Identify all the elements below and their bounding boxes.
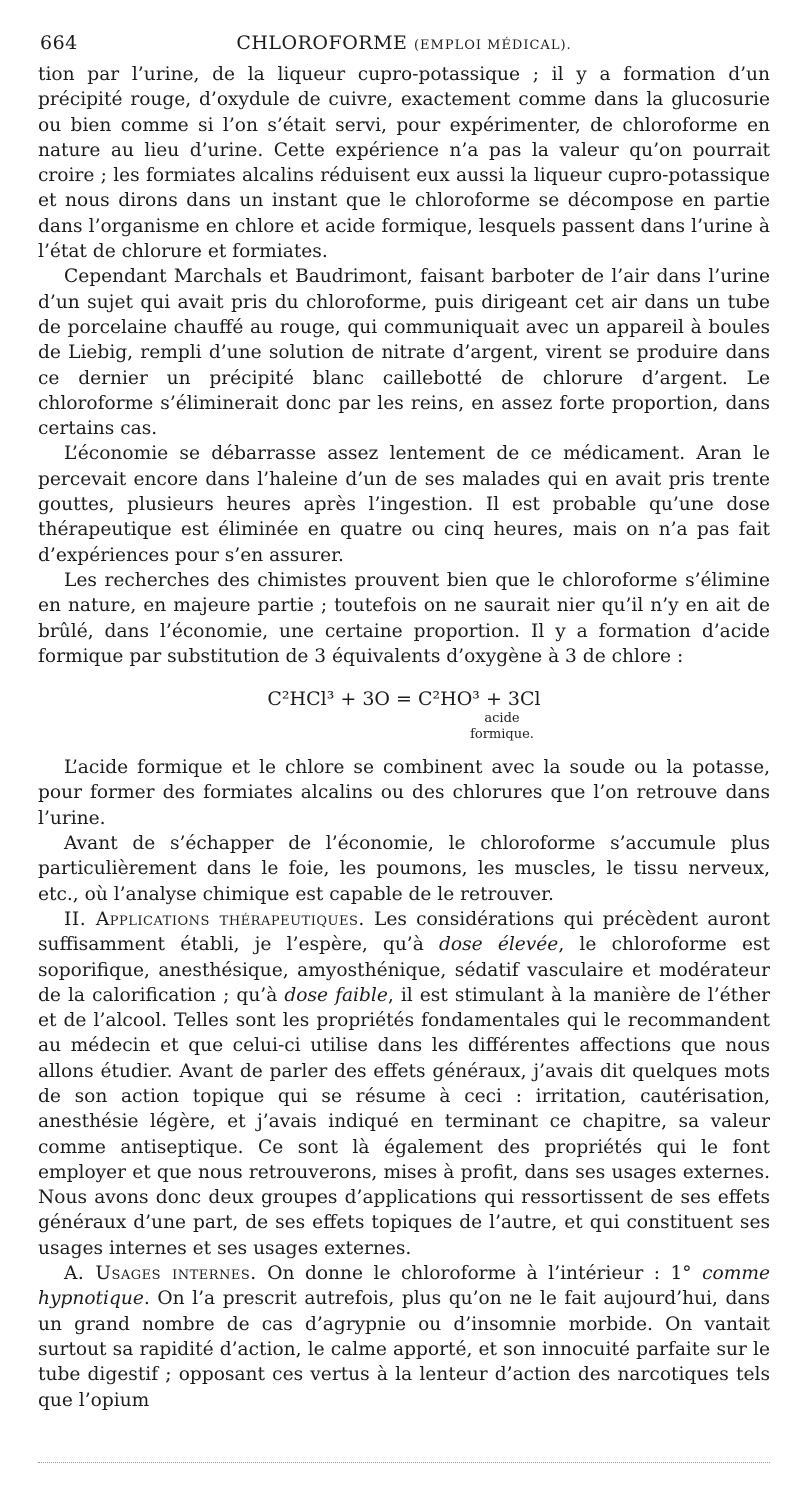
section-paragraph <box>38 907 770 1261</box>
subsection-heading: A. Usages internes. <box>64 1263 257 1285</box>
running-title-main: CHLOROFORME <box>236 32 408 54</box>
paragraph: Avant de s’échapper de l’économie, le chloroforme s’accumule plus particulièrement dans le foie, les poumons, les muscles, le tissu nerveux, etc., où l’analyse chimique est capable de le retrouver. <box>38 833 770 905</box>
emphasis: comme hypnotique <box>38 1263 770 1310</box>
paragraph: L’économie se débarrasse assez lentement de ce médicament. Aran le percevait encore dans l’haleine d’un de ses malades qui en avait pris trente gouttes, plusieurs heures après l’ingestion. Il est probable qu’une dose thérapeutique est éliminée en quatre ou cinq heures, mais on n’a pas fait d’expériences pour s’en assurer. <box>38 443 770 566</box>
chemical-formula: C²HCl³ + 3O = C²HO³ + 3Cl <box>267 688 541 711</box>
paragraph: Cependant Marchals et Baudrimont, faisant barboter de l’air dans l’urine d’un sujet qui avait pris du chloroforme, puis dirigeant cet air dans un tube de porcelaine chauffé au rouge, qui communiquait avec un appareil à boules de Liebig, rempli d’une solution de nitrate d’argent, virent se produire dans ce dernier un précipité blanc caillebotté de chlorure d’argent. Le chloroforme s’éliminerait donc par les reins, en assez forte proportion, dans certains cas. <box>38 266 770 440</box>
page-header <box>38 28 770 62</box>
emphasis: dose élevée <box>439 934 559 956</box>
formula-note <box>234 711 770 743</box>
paragraph: L’acide formique et le chlore se combinent avec la soude ou la potasse, pour former des formiates alcalins ou des chlorures que l’on retrouve dans l’urine. <box>38 757 770 829</box>
page-number: 664 <box>40 32 78 54</box>
paragraph: tion par l’urine, de la liqueur cupro-potassique ; il y a formation d’un précipité rouge, d’oxydule de cuivre, exactement comme dans la glucosurie ou bien comme si l’on s’était servi, pour expérimenter, de chloroforme en nature au lieu d’urine. Cette expérience n’a pas la valeur qu’on pourrait croire ; les formiates alcalins réduisent eux aussi la liqueur cupro-potassique et nous dirons dans un instant que le chloroforme se décompose en partie dans l’organisme en chlore et acide formique, lesquels passent dans l’urine à l’état de chlorure et formiates. <box>38 64 770 263</box>
footer-rule <box>38 1462 770 1463</box>
text-run: , il est stimulant à la manière de l’éther et de l’alcool. Telles sont les propriétés fondamentales qui le recommandent au médecin et que celui-ci utilise dans les différentes affections que nous allons étudier. Avant de parler des effets généraux, j’avais dit quelques mots de son action topique qui se résume à ceci : irritation, cautérisation, anesthésie légère, et j’avais indiqué en terminant ce chapitre, sa valeur comme antiseptique. Ce sont là également des propriétés qui le font employer et que nous retrouverons, mises à profit, dans ses usages externes. Nous avons donc deux groupes d’applications qui ressortissent de ses effets généraux d’une part, de ses effets topiques de l’autre, et qui constituent ses usages internes et ses usages externes. <box>38 984 770 1259</box>
running-title-sub: (EMPLOI MÉDICAL). <box>413 38 572 53</box>
text-run: On donne le chloroforme à l’intérieur : 1° <box>267 1263 692 1285</box>
text-run: . On l’a prescrit autrefois, plus qu’on ne le fait aujourd’hui, dans un grand nombre de cas d’agrypnie ou d’insomnie morbide. On vantait surtout sa rapidité d’action, le calme apporté, et son innocuité parfaite sur le tube digestif ; opposant ces vertus à la lenteur d’action des narcotiques tels que l’opium <box>38 1288 770 1411</box>
text-run: Les considérations qui précèdent auront suffisamment établi, je l’espère, qu’à <box>38 908 770 956</box>
body-text <box>38 62 770 1413</box>
text-run: , le chloroforme est soporifique, anesthésique, amyosthénique, sédatif vasculaire et modérateur de la calorification ; qu’à <box>38 934 770 1006</box>
formula-note-line: formique. <box>470 727 534 743</box>
section-heading: II. Applications thérapeutiques. <box>64 908 365 930</box>
running-title <box>38 32 770 54</box>
paragraph: Les recherches des chimistes prouvent bien que le chloroforme s’élimine en nature, en majeure partie ; toutefois on ne saurait nier qu’il n’y en ait de brûlé, dans l’économie, une certaine proportion. Il y a formation d’acide formique par substitution de 3 équivalents d’oxygène à 3 de chlore : <box>38 569 770 667</box>
formula-note-line: acide <box>484 711 520 727</box>
emphasis: dose faible <box>284 984 388 1006</box>
section-paragraph <box>38 1261 770 1413</box>
